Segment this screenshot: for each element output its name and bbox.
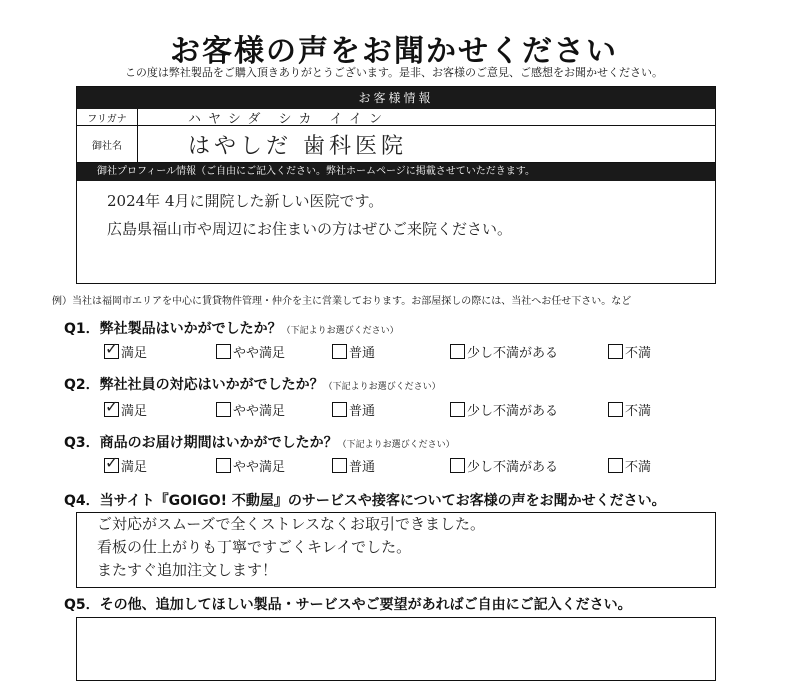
checkbox-icon[interactable] <box>450 344 465 359</box>
q4-title: Q4．当サイト『GOIGO! 不動屋』のサービスや接客についてお客様の声をお聞かせください。 <box>64 493 666 509</box>
q5-answer-box[interactable] <box>76 617 716 681</box>
option-label: 少し不満がある <box>467 404 559 419</box>
q3-option-dissatisfied[interactable] <box>608 456 651 475</box>
q3-option-slightly-dissatisfied[interactable] <box>450 456 558 475</box>
q2-option-satisfied[interactable] <box>104 400 147 419</box>
q1-question: Q1．弊社製品はいかがでしたか？ <box>64 321 282 337</box>
checkbox-checked-icon[interactable] <box>104 458 119 473</box>
checkbox-icon[interactable] <box>450 458 465 473</box>
option-label: 普通 <box>349 346 376 361</box>
option-label: 不満 <box>625 346 652 361</box>
option-label: 不満 <box>625 404 652 419</box>
q1-option-dissatisfied[interactable] <box>608 342 651 361</box>
q4-answer-line: ご対応がスムーズで全くストレスなくお取引できました。 <box>97 515 486 533</box>
q4-answer-line: またすぐ追加注文します！ <box>97 561 278 579</box>
q2-option-somewhat-satisfied[interactable] <box>216 400 285 419</box>
q3-option-normal[interactable] <box>332 456 375 475</box>
q1-option-normal[interactable] <box>332 342 375 361</box>
furigana-row <box>77 109 715 126</box>
customer-info-title: お客様情報 <box>77 87 715 109</box>
option-label: 普通 <box>349 404 376 419</box>
q3-option-somewhat-satisfied[interactable] <box>216 456 285 475</box>
furigana-value[interactable]: ハヤシダ シカ イイン <box>188 111 389 127</box>
option-label: 満足 <box>121 404 148 419</box>
q3-title <box>64 432 455 452</box>
checkbox-icon[interactable] <box>332 458 347 473</box>
q2-question: Q2．弊社社員の対応はいかがでしたか？ <box>64 377 324 393</box>
q1-title <box>64 318 399 338</box>
page-subtitle: この度は弊社製品をご購入頂きありがとうございます。是非、お客様のご意見、ご感想をお聞かせください。 <box>124 66 664 79</box>
q1-option-somewhat-satisfied[interactable] <box>216 342 285 361</box>
q1-option-slightly-dissatisfied[interactable] <box>450 342 558 361</box>
q2-hint: （下記よりお選びください） <box>323 382 441 392</box>
q1-option-satisfied[interactable] <box>104 342 147 361</box>
example-note: 例）当社は福岡市エリアを中心に賃貸物件管理・仲介を主に営業しております。お部屋探しの際には、当社へお任せ下さい。など <box>52 296 632 307</box>
checkbox-checked-icon[interactable] <box>104 402 119 417</box>
q5-title: Q5．その他、追加してほしい製品・サービスやご要望があればご自由にご記入ください。 <box>64 597 632 613</box>
option-label: 満足 <box>121 346 148 361</box>
q3-hint: （下記よりお選びください） <box>337 440 455 450</box>
checkbox-icon[interactable] <box>332 402 347 417</box>
option-label: やや満足 <box>233 346 286 361</box>
q1-hint: （下記よりお選びください） <box>281 326 399 336</box>
profile-line: 2024年 4月に開院した新しい医院です。 <box>107 192 384 210</box>
option-label: 不満 <box>625 460 652 475</box>
q4-answer-box[interactable] <box>76 512 716 588</box>
option-label: 少し不満がある <box>467 346 559 361</box>
checkbox-icon[interactable] <box>216 344 231 359</box>
option-label: やや満足 <box>233 460 286 475</box>
customer-info-box <box>76 86 716 284</box>
page-title: お客様の声をお聞かせください <box>170 34 618 69</box>
checkbox-icon[interactable] <box>332 344 347 359</box>
option-label: 満足 <box>121 460 148 475</box>
option-label: やや満足 <box>233 404 286 419</box>
checkbox-icon[interactable] <box>608 344 623 359</box>
checkbox-icon[interactable] <box>216 402 231 417</box>
furigana-label: フリガナ <box>77 109 138 125</box>
company-name-value[interactable]: はやしだ 歯科医院 <box>188 133 407 159</box>
checkbox-icon[interactable] <box>216 458 231 473</box>
q3-option-satisfied[interactable] <box>104 456 147 475</box>
option-label: 普通 <box>349 460 376 475</box>
checkbox-icon[interactable] <box>608 402 623 417</box>
checkbox-icon[interactable] <box>608 458 623 473</box>
q2-title <box>64 374 441 394</box>
q2-option-dissatisfied[interactable] <box>608 400 651 419</box>
option-label: 少し不満がある <box>467 460 559 475</box>
checkbox-checked-icon[interactable] <box>104 344 119 359</box>
q2-option-normal[interactable] <box>332 400 375 419</box>
profile-text-area[interactable] <box>77 181 715 243</box>
company-name-label: 御社名 <box>77 126 138 162</box>
company-name-row <box>77 126 715 163</box>
q4-answer-line: 看板の仕上がりも丁寧ですごくキレイでした。 <box>97 538 412 556</box>
profile-line: 広島県福山市や周辺にお住まいの方はぜひご来院ください。 <box>107 220 513 238</box>
checkbox-icon[interactable] <box>450 402 465 417</box>
q3-question: Q3．商品のお届け期間はいかがでしたか？ <box>64 435 338 451</box>
profile-header: 御社プロフィール情報（ご自由にご記入ください。弊社ホームページに掲載させていただきます。 <box>77 163 715 181</box>
q2-option-slightly-dissatisfied[interactable] <box>450 400 558 419</box>
